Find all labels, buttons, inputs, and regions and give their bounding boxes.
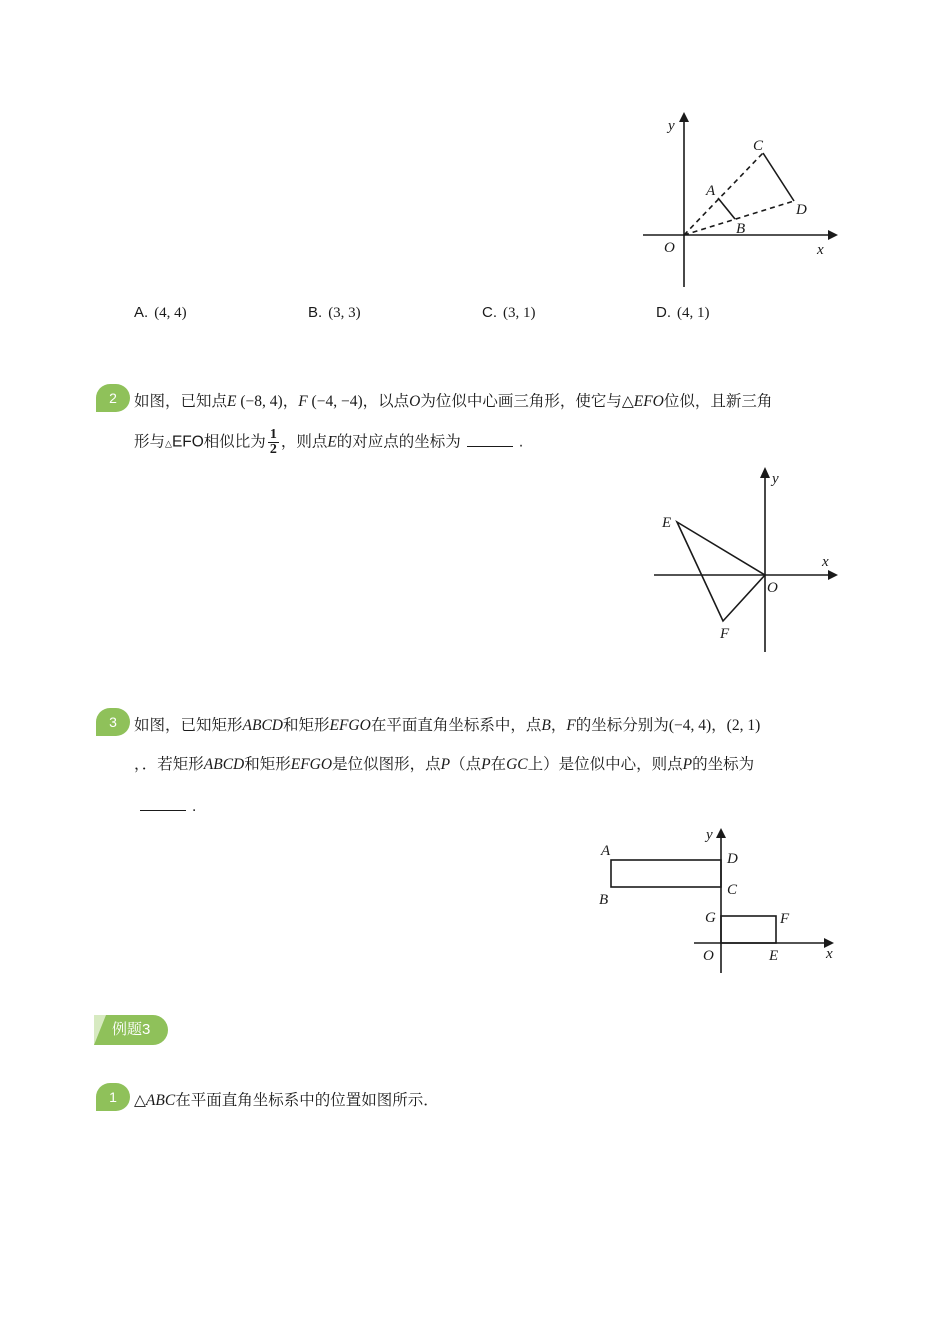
q2-number-badge: 2 <box>96 384 130 412</box>
fig3-label-f: F <box>780 911 790 927</box>
example-section-tag <box>94 1015 168 1045</box>
fig2-label-x: x <box>822 554 829 570</box>
fig3-label-e: E <box>769 948 779 964</box>
fig2-label-f: F <box>720 626 730 642</box>
fig3-label-y: y <box>706 827 713 843</box>
fig1-label-y: y <box>668 118 675 134</box>
q2-line-2: 形与△EFO相似比为 $\frac{1}{2}$ ，则点E的对应点的坐标为 . <box>134 427 524 457</box>
fig1-label-c: C <box>753 138 764 154</box>
fig3-label-o: O <box>703 948 714 964</box>
choice-b-letter: B. <box>308 304 323 321</box>
q3-line-1: 如图，已知矩形ABCD和矩形EFGO在平面直角坐标系中，点B，F的坐标分别为(−4, 4)，(2, 1) <box>134 717 761 734</box>
fig2-label-e: E <box>662 515 672 531</box>
fig3-label-a: A <box>601 843 611 859</box>
fig1-label-b: B <box>736 221 746 237</box>
ex1-line-1: △ABC在平面直角坐标系中的位置如图所示． <box>134 1092 439 1109</box>
choice-a-letter: A. <box>134 304 149 321</box>
fig3-rect-abcd <box>611 860 721 887</box>
fig3-label-c: C <box>727 882 738 898</box>
fig3-y-arrow <box>716 828 726 838</box>
fig3-rect-efgo <box>721 916 776 943</box>
q3-number-badge: 3 <box>96 708 130 736</box>
choice-d-value: (4, 1) <box>677 305 710 321</box>
fig3-label-d: D <box>727 851 738 867</box>
ex1-number-badge: 1 <box>96 1083 130 1111</box>
q3-line-3: . <box>134 795 196 819</box>
choice-b-value: (3, 3) <box>328 305 361 321</box>
fig1-label-a: A <box>706 183 716 199</box>
q2-fraction: $\frac{1}{2}$ <box>269 427 277 457</box>
q2-line-1: 如图，已知点E (−8, 4)，F (−4, −4)，以点O为位似中心画三角形，使它与△EFO位似，且新三角 <box>134 393 773 410</box>
fig2-label-y: y <box>772 471 779 487</box>
fig2-label-o: O <box>767 580 778 596</box>
fig3-label-g: G <box>705 910 716 926</box>
choice-a-value: (4, 4) <box>154 305 187 321</box>
fig1-label-o: O <box>664 240 675 256</box>
q3-line-2: ，．若矩形ABCD和矩形EFGO是位似图形，点P（点P在GC上）是位似中心，则点P的坐标为 <box>134 756 755 773</box>
fig3-label-x: x <box>826 946 833 962</box>
fig1-label-d: D <box>796 202 807 218</box>
choice-c-letter: C. <box>482 304 497 321</box>
choice-c-value: (3, 1) <box>503 305 536 321</box>
fig3-label-b: B <box>599 892 609 908</box>
example-label: 例题3 <box>112 1021 151 1038</box>
fig1-label-x: x <box>817 242 824 258</box>
choice-d-letter: D. <box>656 304 671 321</box>
